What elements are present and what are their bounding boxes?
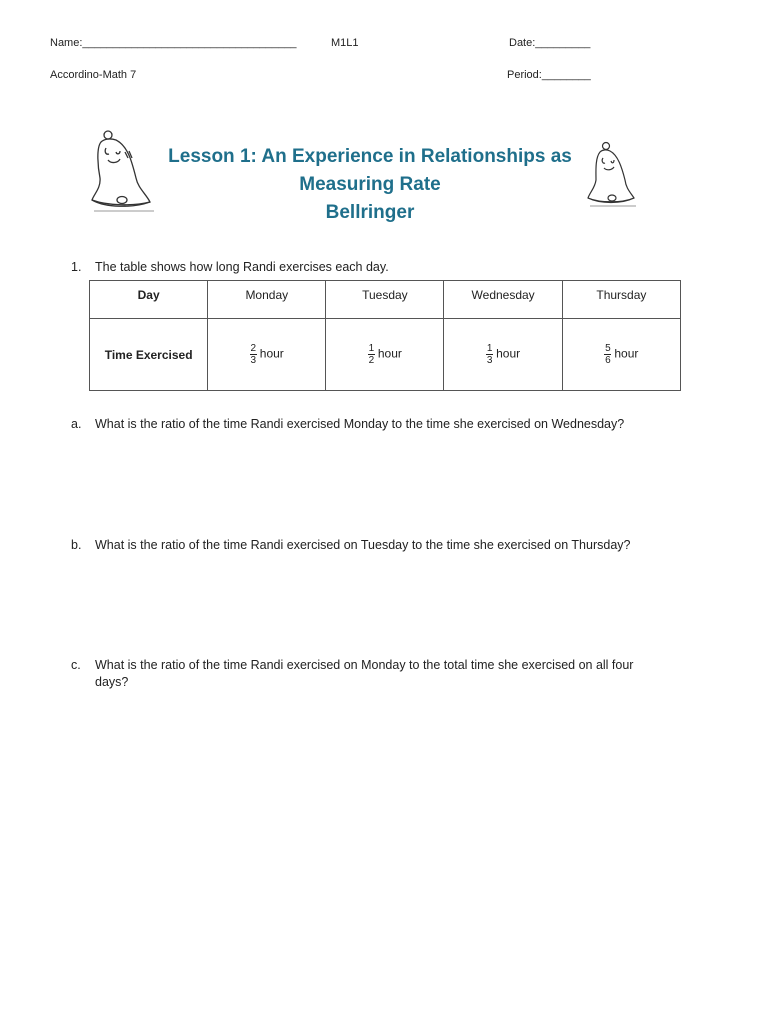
day-wednesday: Wednesday bbox=[444, 281, 562, 319]
time-tuesday bbox=[326, 319, 444, 391]
question-b-text: What is the ratio of the time Randi exercised on Tuesday to the time she exercised on Thursday? bbox=[95, 538, 631, 552]
time-unit: hour bbox=[614, 346, 639, 361]
time-unit: hour bbox=[496, 346, 521, 361]
fraction bbox=[486, 344, 493, 365]
fraction-denominator: 2 bbox=[368, 355, 375, 366]
time-wednesday bbox=[444, 319, 562, 391]
fraction-numerator: 1 bbox=[486, 343, 493, 354]
time-unit: hour bbox=[259, 346, 284, 361]
name-field-label: Name:___________________________________ bbox=[50, 37, 297, 49]
exercise-table bbox=[89, 280, 681, 391]
title-line-2: Measuring Rate bbox=[299, 174, 441, 195]
fraction bbox=[604, 344, 611, 365]
question-b-label: b. bbox=[71, 538, 82, 552]
fraction-denominator: 3 bbox=[250, 355, 257, 366]
lesson-code: M1L1 bbox=[331, 37, 359, 49]
date-field-label: Date:_________ bbox=[509, 37, 591, 49]
time-unit: hour bbox=[377, 346, 402, 361]
day-thursday: Thursday bbox=[562, 281, 680, 319]
fraction-numerator: 1 bbox=[368, 343, 375, 354]
question-a-text: What is the ratio of the time Randi exercised Monday to the time she exercised on Wednesday? bbox=[95, 417, 625, 431]
fraction bbox=[368, 344, 375, 365]
question-1-number: 1. bbox=[71, 260, 82, 274]
row-header-time: Time Exercised bbox=[90, 319, 208, 391]
question-c-text: What is the ratio of the time Randi exercised on Monday to the total time she exercised on all four days? bbox=[95, 658, 634, 689]
fraction-numerator: 2 bbox=[250, 343, 257, 354]
lesson-title bbox=[150, 143, 590, 227]
question-c-label: c. bbox=[71, 658, 81, 672]
time-monday bbox=[208, 319, 326, 391]
fraction bbox=[250, 344, 257, 365]
question-a-label: a. bbox=[71, 417, 82, 431]
question-1-text: The table shows how long Randi exercises each day. bbox=[95, 260, 389, 274]
fraction-denominator: 6 bbox=[605, 355, 611, 366]
day-tuesday: Tuesday bbox=[326, 281, 444, 319]
title-line-3: Bellringer bbox=[325, 202, 415, 223]
row-header-day: Day bbox=[90, 281, 208, 319]
period-field-label: Period:________ bbox=[507, 69, 591, 81]
fraction-numerator: 5 bbox=[605, 343, 611, 354]
time-thursday bbox=[562, 319, 680, 391]
fraction-denominator: 3 bbox=[486, 355, 493, 366]
title-line-1: Lesson 1: An Experience in Relationships as bbox=[168, 146, 572, 167]
table-row-days bbox=[90, 281, 681, 319]
bell-icon-left bbox=[88, 128, 156, 212]
day-monday: Monday bbox=[208, 281, 326, 319]
bell-icon-right bbox=[584, 140, 638, 208]
table-row-times bbox=[90, 319, 681, 391]
class-label: Accordino-Math 7 bbox=[50, 69, 137, 81]
